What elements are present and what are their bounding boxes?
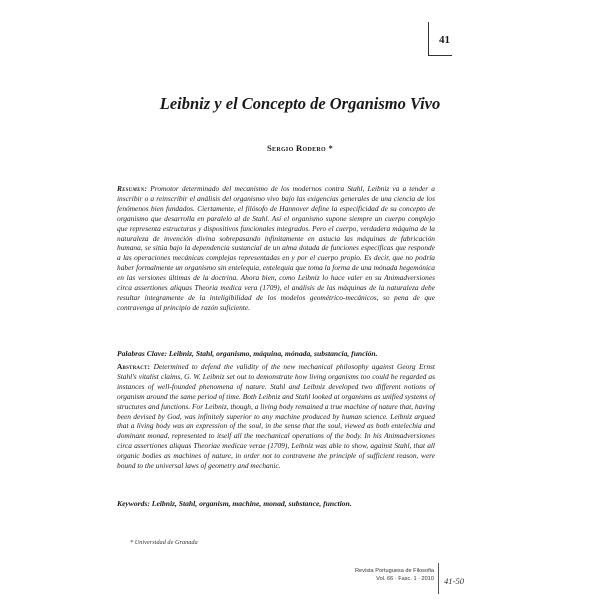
article-author: Sergio Rodero * [266,143,334,153]
palabras-clave: Palabras Clave: Leibniz, Stahl, organismo, máquina, mónada, substancia, función. [117,349,378,358]
page-range: 41-50 [444,576,465,586]
header-rule-vertical [428,22,429,55]
journal-name: Revista Portuguesa de Filosofia [355,568,434,574]
resumen-label: Resumen: [117,184,148,193]
resumen-paragraph [117,184,435,313]
header-rule-horizontal [428,55,452,56]
journal-footer [355,567,434,583]
author-affiliation-footnote: * Universidad de Granada [130,539,198,546]
abstract-paragraph [117,362,435,471]
keywords: Keywords: Leibniz, Stahl, organism, machine, monad, substance, function. [117,499,352,508]
article-title: Leibniz y el Concepto de Organismo Vivo [159,94,441,113]
page-number: 41 [439,34,450,46]
journal-volume: Vol. 66 · Fasc. 1 · 2010 [376,576,434,582]
abstract-label: Abstract: [117,362,151,371]
abstract-text: Determined to defend the validity of the new mechanical philosophy against Georg Ernst Stahl's vitalist claims, G. W. Leibniz set out to demonstrate how living organisms too could be regarded as instances of well-founded phenomena of nature. Stahl and Leibniz developed two different notions of organism around the same period of time. Both Leibniz and Stahl looked at organisms as unified systems of structures and functions. For Leibniz, though, a living body remained a true machine of nature that, having been devised by God, was infinitely superior to any machine produced by human science. Leibniz argued that a living body was an expression of the soul, in the sense that the soul, viewed as both entelechia and dominant monad, represented to itself all the mechanical operations of the body. In his Animadversiones circa assertiones aliquas Theoriae medicae verae (1709), Leibniz was able to show, against Stahl, that all organic bodies as machines of nature, in order not to contravene the principle of sufficient reason, were bound to the universal laws of geometry and mechanic. [117,362,435,471]
resumen-text: Promotor determinado del mecanismo de los modernos contra Stahl, Leibniz va a tender a inscribir o a reinscribir el análisis del organismo vivo bajo las exigencias generales de una ciencia de los fenómenos bien fundados. Ciertamente, el filósofo de Hannover define la especificidad de su concepto de organismo que desarrolla en paralelo al de Stahl. Así el organismo supone siempre un cuerpo complejo que representa estructuras y dispositivos funcionales integrados. Pero el cuerpo, verdadera máquina de la naturaleza de invención divina sobrepasando infinitamente en astucia las máquinas de fabricación humana, se sitúa bajo la dependencia sustancial de un alma dotada de funciones específicas que responde a las operaciones mecánicas complejas representadas en y por el cuerpo propio. Es decir, que no podría haber formalmente un organismo sin entelequia, entelequia que toma la forma de una mónada hegemónica en las versiones últimas de la doctrina. Ahora bien, como Leibniz lo hace valer en su Animadversiones circa assertiones aliquas Theoria medica vera (1709), el análisis de las máquinas de la naturaleza debe resultar íntegramente de la inteligibilidad de los modelos geométrico-mecánicos, so pena de que contravenga al principio de razón suficiente. [117,184,435,312]
footer-rule [438,563,439,594]
